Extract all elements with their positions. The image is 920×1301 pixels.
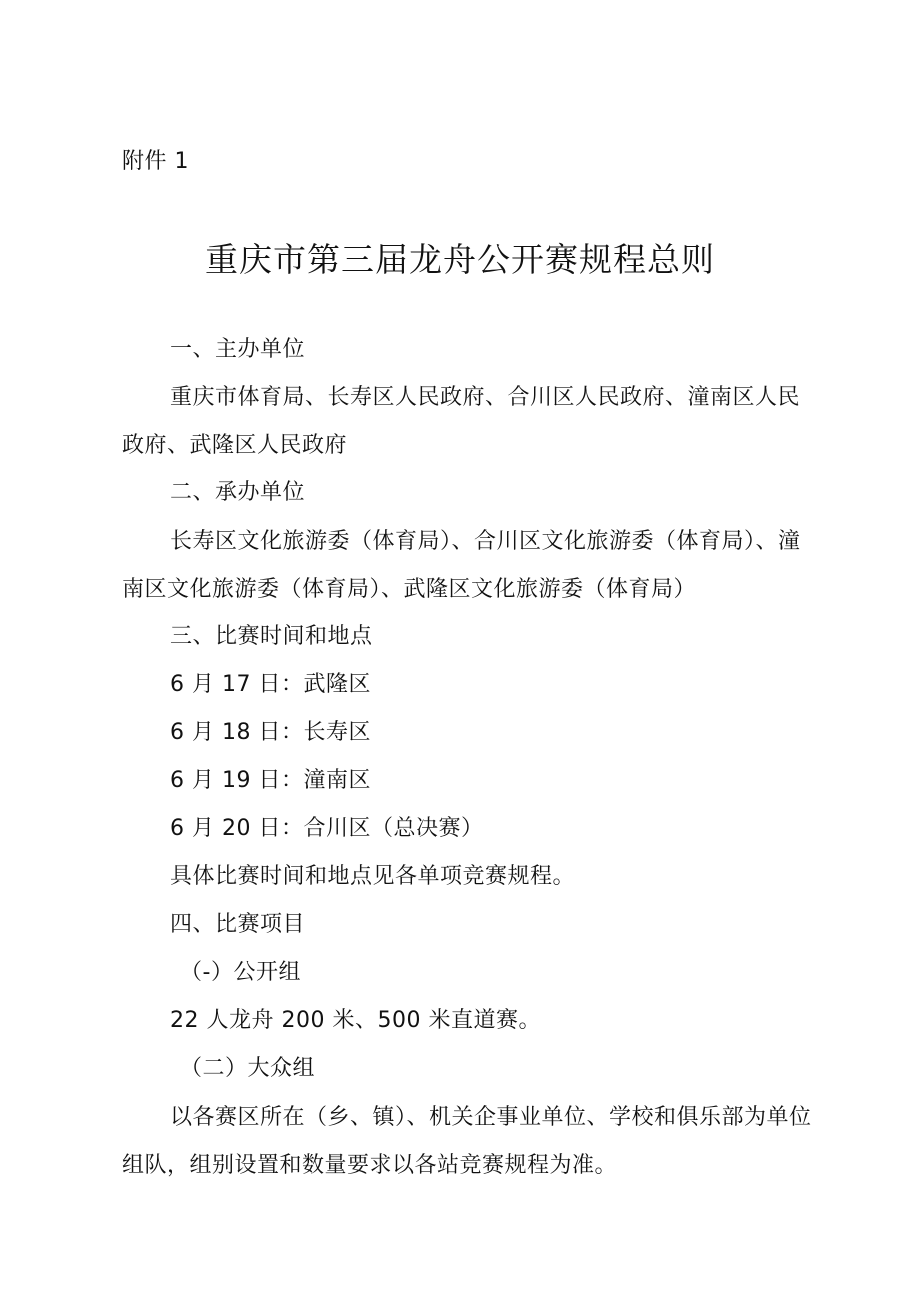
page-title: 重庆市第三届龙舟公开赛规程总则 [205, 240, 715, 279]
subheading-open-group: （-）公开组 [180, 960, 301, 985]
section-heading-schedule: 三、比赛时间和地点 [170, 624, 373, 649]
organizer-text: 重庆市体育局、长寿区人民政府、合川区人民政府、潼南区人民政府、武隆区人民政府 [122, 385, 801, 458]
schedule-item: 6 月 18 日：长寿区 [170, 720, 371, 745]
schedule-note: 具体比赛时间和地点见各单项竞赛规程。 [170, 864, 576, 889]
attachment-label: 附件 1 [122, 149, 189, 174]
section-heading-organizer: 一、主办单位 [170, 337, 306, 362]
section-heading-events: 四、比赛项目 [170, 912, 306, 937]
schedule-item: 6 月 19 日：潼南区 [170, 768, 371, 793]
schedule-item: 6 月 17 日：武隆区 [170, 672, 371, 697]
public-group-text: 以各赛区所在（乡、镇）、机关企事业单位、学校和俱乐部为单位组队，组别设置和数量要求以各站竞赛规程为准。 [122, 1105, 812, 1178]
subheading-public-group: （二）大众组 [180, 1056, 316, 1081]
section-heading-host: 二、承办单位 [170, 480, 306, 505]
open-group-text: 22 人龙舟 200 米、500 米直道赛。 [170, 1008, 541, 1033]
host-text: 长寿区文化旅游委（体育局）、合川区文化旅游委（体育局）、潼南区文化旅游委（体育局）、武隆区文化旅游委（体育局） [122, 529, 801, 602]
schedule-item: 6 月 20 日：合川区（总决赛） [170, 816, 484, 841]
